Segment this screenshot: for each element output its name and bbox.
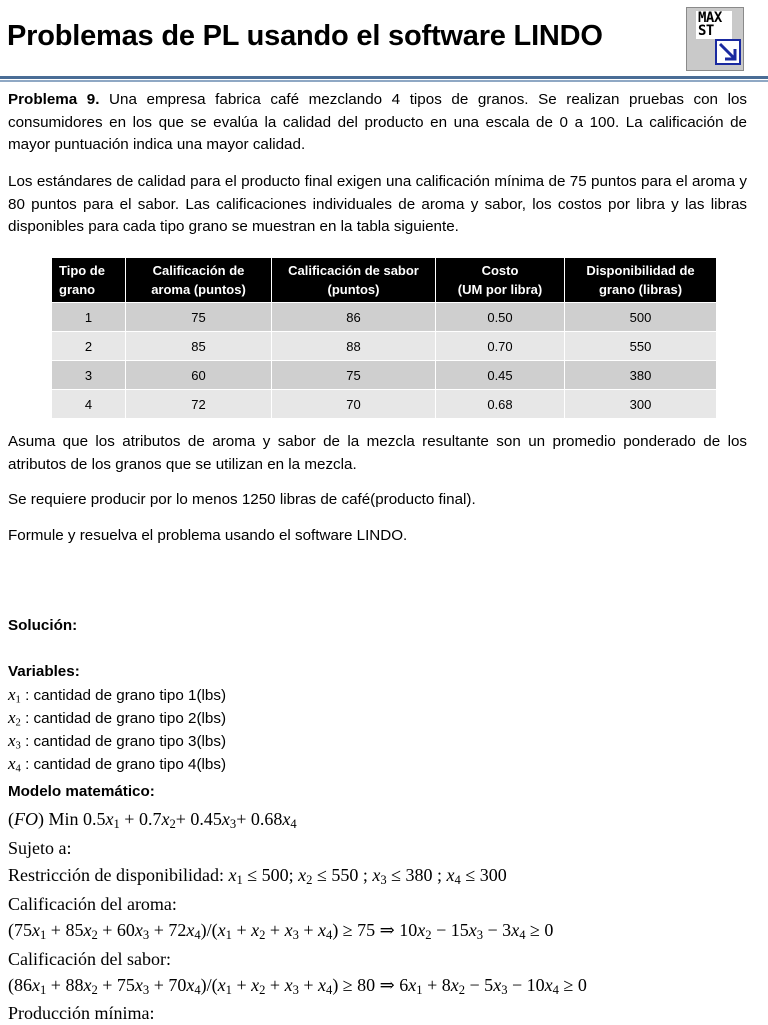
aroma-constraint: $(75x_1 + 85x_2 + 60x_3 + 72x_4)/(x_1 + x_2 + x_3 + x_4) \ge 75$ ⇒ $10x_2 - 15x_3 - 3x_4 \ge 0$ [8, 920, 554, 943]
min-production-label: Producción mínima: [8, 1003, 155, 1023]
variable-line: $x_4$ : cantidad de grano tipo 4(lbs) [8, 754, 227, 775]
table-cell: 75 [126, 303, 272, 332]
objective-function: (FO) Min $0.5x_1 + 0.7x_2+ 0.45x_3+ 0.68x_4$ [8, 809, 297, 832]
table-cell: 0.50 [436, 303, 565, 332]
flavor-constraint: $(86x_1 + 88x_2 + 75x_3 + 70x_4)/(x_1 + x_2 + x_3 + x_4) \ge 80$ ⇒ $6x_1 + 8x_2 - 5x_3 - 10x_4 \ge 0$ [8, 975, 587, 998]
column-header: Calificación de aroma (puntos) [126, 258, 272, 303]
table-cell: 60 [126, 361, 272, 390]
problem-intro [8, 89, 747, 157]
table-header-row [52, 258, 716, 303]
subject-to-label: Sujeto a: [8, 838, 72, 858]
problem-standards: Los estándares de calidad para el producto final exigen una calificación mínima de 75 puntos para el aroma y 80 puntos para el sabor. Las calificaciones individuales de aroma y sabor, los costos por libra y las libras disponibles para cada tipo grano se muestran en la tabla siguiente. [8, 173, 747, 235]
variable-line: $x_2$ : cantidad de grano tipo 2(lbs) [8, 708, 227, 729]
table-row [52, 303, 716, 332]
column-header: Disponibilidad de grano (libras) [565, 258, 717, 303]
problem-task: Formule y resuelva el problema usando el software LINDO. [8, 527, 408, 544]
table-cell: 550 [565, 332, 717, 361]
aroma-label: Calificación del aroma: [8, 894, 177, 914]
model-heading: Modelo matemático: [8, 783, 155, 800]
table-row [52, 390, 716, 419]
table-cell: 0.70 [436, 332, 565, 361]
solution-heading: Solución: [8, 617, 78, 634]
header-divider-light [0, 80, 768, 82]
problem-requirement: Se requiere producir por lo menos 1250 libras de café(producto final). [8, 491, 476, 508]
column-header: Calificación de sabor (puntos) [272, 258, 436, 303]
table-cell: 4 [52, 390, 126, 419]
problem-label: Problema 9. [8, 91, 100, 108]
maxst-logo-icon [686, 7, 744, 71]
problem-intro-text: Una empresa fabrica café mezclando 4 tipos de granos. Se realizan pruebas con los consumidores en los que se evalúa la calidad del producto en una escala de 0 a 100. La calificación de mayor puntuación indica una mayor calidad. [8, 91, 747, 153]
availability-constraint: Restricción de disponibilidad: $x_1 \le 500$; $x_2 \le 550$ ; $x_3 \le 380$ ; $x_4 \le 300$ [8, 865, 507, 888]
table-cell: 500 [565, 303, 717, 332]
table-row [52, 332, 716, 361]
table-cell: 1 [52, 303, 126, 332]
table-cell: 88 [272, 332, 436, 361]
table-cell: 2 [52, 332, 126, 361]
table-cell: 300 [565, 390, 717, 419]
slide-header [0, 0, 768, 78]
flavor-label: Calificación del sabor: [8, 949, 171, 969]
table-cell: 380 [565, 361, 717, 390]
table-cell: 86 [272, 303, 436, 332]
variable-line: $x_1$ : cantidad de grano tipo 1(lbs) [8, 685, 227, 706]
grain-table [52, 258, 716, 418]
variable-line: $x_3$ : cantidad de grano tipo 3(lbs) [8, 731, 227, 752]
table-cell: 75 [272, 361, 436, 390]
problem-assumption: Asuma que los atributos de aroma y sabor de la mezcla resultante son un promedio ponderado de los atributos de los granos que se utilizan en la mezcla. [8, 433, 747, 473]
table-cell: 72 [126, 390, 272, 419]
logo-text: MAX ST [696, 11, 732, 39]
variables-heading: Variables: [8, 663, 80, 680]
column-header: Tipo de grano [52, 258, 126, 303]
table-cell: 0.68 [436, 390, 565, 419]
table-cell: 0.45 [436, 361, 565, 390]
header-divider [0, 76, 768, 79]
logo-arrow-icon [715, 39, 741, 65]
table-cell: 70 [272, 390, 436, 419]
table-row [52, 361, 716, 390]
page-title: Problemas de PL usando el software LINDO [7, 20, 603, 52]
table-cell: 3 [52, 361, 126, 390]
table-cell: 85 [126, 332, 272, 361]
column-header: Costo (UM por libra) [436, 258, 565, 303]
